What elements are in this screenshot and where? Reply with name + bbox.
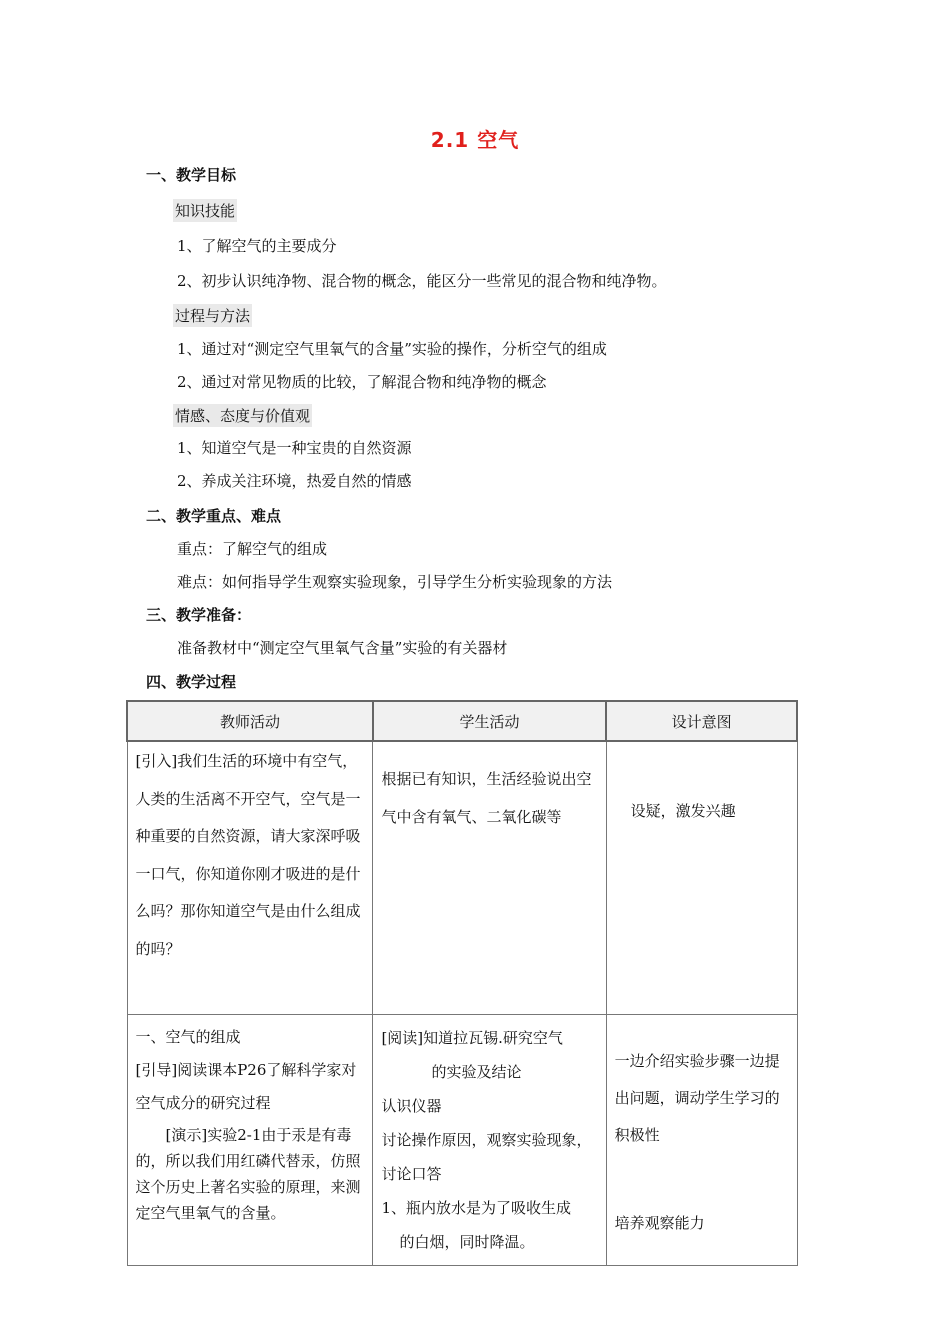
teacher-line: 一、空气的组成	[135, 1028, 241, 1046]
student-activity-cell: 根据已有知识，生活经验说出空气中含有氧气、二氧化碳等	[373, 741, 606, 1015]
objective-line: 1、了解空气的主要成分	[177, 237, 337, 255]
objective-line: 2、初步认识纯净物、混合物的概念，能区分一些常见的混合物和纯净物。	[177, 272, 667, 290]
table-row	[127, 1015, 797, 1266]
intent-text: 一边介绍实验步骤一边提出问题，调动学生学习的积极性	[614, 1052, 780, 1144]
design-intent-cell	[606, 1015, 797, 1266]
teaching-process-table	[126, 700, 798, 1266]
section4-heading: 四、教学过程	[146, 673, 237, 691]
preparation-text: 准备教材中“测定空气里氧气含量”实验的有关器材	[177, 639, 508, 657]
table-row	[127, 741, 797, 1015]
objective-line: 2、通过对常见物质的比较，了解混合物和纯净物的概念	[177, 373, 547, 391]
document-title: 2.1 空气	[430, 128, 520, 152]
teacher-demo: [演示]实验2-1由于汞是有毒的，所以我们用红磷代替汞，仿照这个历史上著名实验的原理，来测定空气里氧气的含量。	[135, 1126, 361, 1222]
objective-line: 1、通过对“测定空气里氧气的含量”实验的操作，分析空气的组成	[177, 340, 607, 358]
table-header-row	[127, 701, 797, 741]
subheading-process: 过程与方法	[173, 304, 252, 327]
subheading-attitude: 情感、态度与价值观	[173, 404, 312, 427]
student-line: 的实验及结论	[431, 1063, 522, 1081]
student-line: 1、瓶内放水是为了吸收生成	[381, 1199, 571, 1217]
header-intent: 设计意图	[606, 701, 797, 741]
objective-line: 1、知道空气是一种宝贵的自然资源	[177, 439, 412, 457]
student-line: 认识仪器	[381, 1097, 442, 1115]
student-line: 讨论操作原因，观察实验现象，讨论口答	[381, 1131, 592, 1183]
header-student: 学生活动	[373, 701, 606, 741]
student-activity-cell	[373, 1015, 606, 1266]
difficult-point: 难点：如何指导学生观察实验现象，引导学生分析实验现象的方法	[177, 573, 613, 591]
section2-heading: 二、教学重点、难点	[146, 507, 282, 525]
design-intent-cell: 设疑，激发兴趣	[606, 741, 797, 1015]
teacher-activity-cell: [引入]我们生活的环境中有空气，人类的生活离不开空气，空气是一种重要的自然资源，请大家深呼吸一口气，你知道你刚才吸进的是什么吗？那你知道空气是由什么组成的吗？	[127, 741, 373, 1015]
subheading-knowledge: 知识技能	[173, 199, 237, 222]
student-line: 的白烟，同时降温。	[399, 1233, 535, 1251]
intent-text: 培养观察能力	[614, 1214, 705, 1232]
objective-line: 2、养成关注环境，热爱自然的情感	[177, 472, 412, 490]
student-line: [阅读]知道拉瓦锡.研究空气	[381, 1029, 563, 1047]
teacher-activity-cell	[127, 1015, 373, 1266]
header-teacher: 教师活动	[127, 701, 373, 741]
key-point: 重点：了解空气的组成	[177, 540, 328, 558]
section1-heading: 一、教学目标	[146, 166, 237, 184]
section3-heading: 三、教学准备：	[146, 606, 252, 624]
teacher-line: [引导]阅读课本P26了解科学家对空气成分的研究过程	[135, 1061, 357, 1112]
